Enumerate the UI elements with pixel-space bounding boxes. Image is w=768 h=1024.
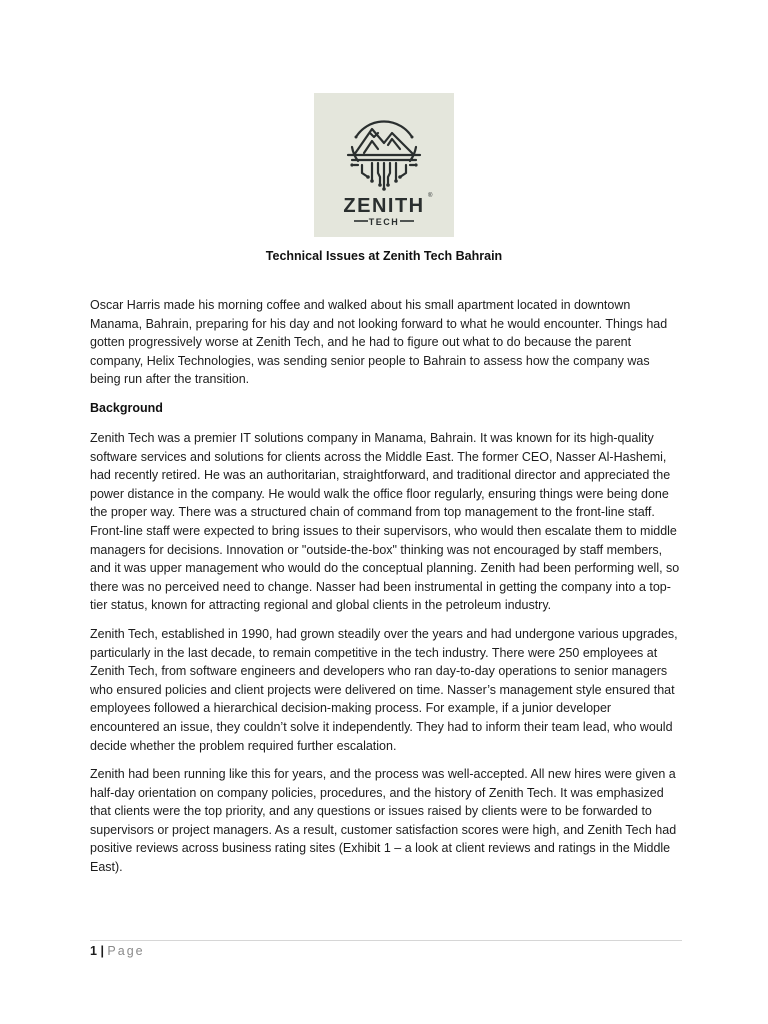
svg-text:ZENITH: ZENITH: [343, 195, 425, 217]
page-footer: [90, 944, 145, 958]
footer-divider: [90, 940, 682, 941]
paragraph: Zenith had been running like this for years, and the process was well-accepted. All new hires were given a half-day orientation on company policies, procedures, and the history of Zenith Tech. It was emphasized that clients were the top priority, and any questions or issues raised by clients were to be forwarded to supervisors or project managers. As a result, customer satisfaction scores were high, and Zenith Tech had positive reviews across business rating sites (Exhibit 1 – a look at client reviews and ratings in the Middle East).: [90, 767, 677, 875]
footer-separator: |: [100, 944, 104, 958]
page-number: 1: [90, 944, 97, 958]
svg-text:®: ®: [428, 193, 433, 199]
intro-paragraph: [90, 296, 682, 399]
zenith-logo-icon: [314, 93, 454, 237]
paragraph: Zenith Tech, established in 1990, had grown steadily over the years and had undergone various upgrades, particularly in the last decade, to remain competitive in the tech industry. There were 250 employees at Zenith Tech, from software engineers and developers who ran day-to-day operations to senior managers who ensured policies and client projects were delivered on time. Nasser’s management style ensured that employees followed a hierarchical decision-making process. For example, if a junior developer encountered an issue, they couldn’t solve it independently. They had to inform their team lead, who would decide whether the problem required further escalation.: [90, 626, 678, 753]
background-section: [90, 429, 682, 887]
page-label: Page: [107, 944, 145, 958]
section-heading: Background: [90, 401, 163, 415]
document-title: Technical Issues at Zenith Tech Bahrain: [265, 249, 503, 263]
company-logo: [314, 93, 454, 237]
paragraph: Oscar Harris made his morning coffee and walked about his small apartment located in downtown Manama, Bahrain, preparing for his day and not looking forward to what he would encounter. Things had gotten progressively worse at Zenith Tech, and he had to figure out what to do because the parent company, Helix Technologies, was sending senior people to Bahrain to assess how the company was being run after the transition.: [90, 298, 668, 387]
paragraph: Zenith Tech was a premier IT solutions company in Manama, Bahrain. It was known for its high-quality software services and solutions for clients across the Middle East. The former CEO, Nasser Al-Hashemi, had recently retired. He was an authoritarian, straightforward, and traditional director and appreciated the power distance in the company. He would walk the office floor regularly, ensuring things were being done the proper way. There was a structured chain of command from top management to the front-line staff. Front-line staff were expected to bring issues to their supervisors, who would then escalate them to middle managers for decisions. Innovation or "outside-the-box" thinking was not encouraged by staff members, and it was upper management who would do the conceptual planning. Zenith had been performing well, so there was no perceived need to change. Nasser had been instrumental in getting the company into a top-tier status, known for attracting regional and global clients in the petroleum industry.: [90, 431, 680, 613]
svg-text:TECH: TECH: [368, 217, 400, 227]
